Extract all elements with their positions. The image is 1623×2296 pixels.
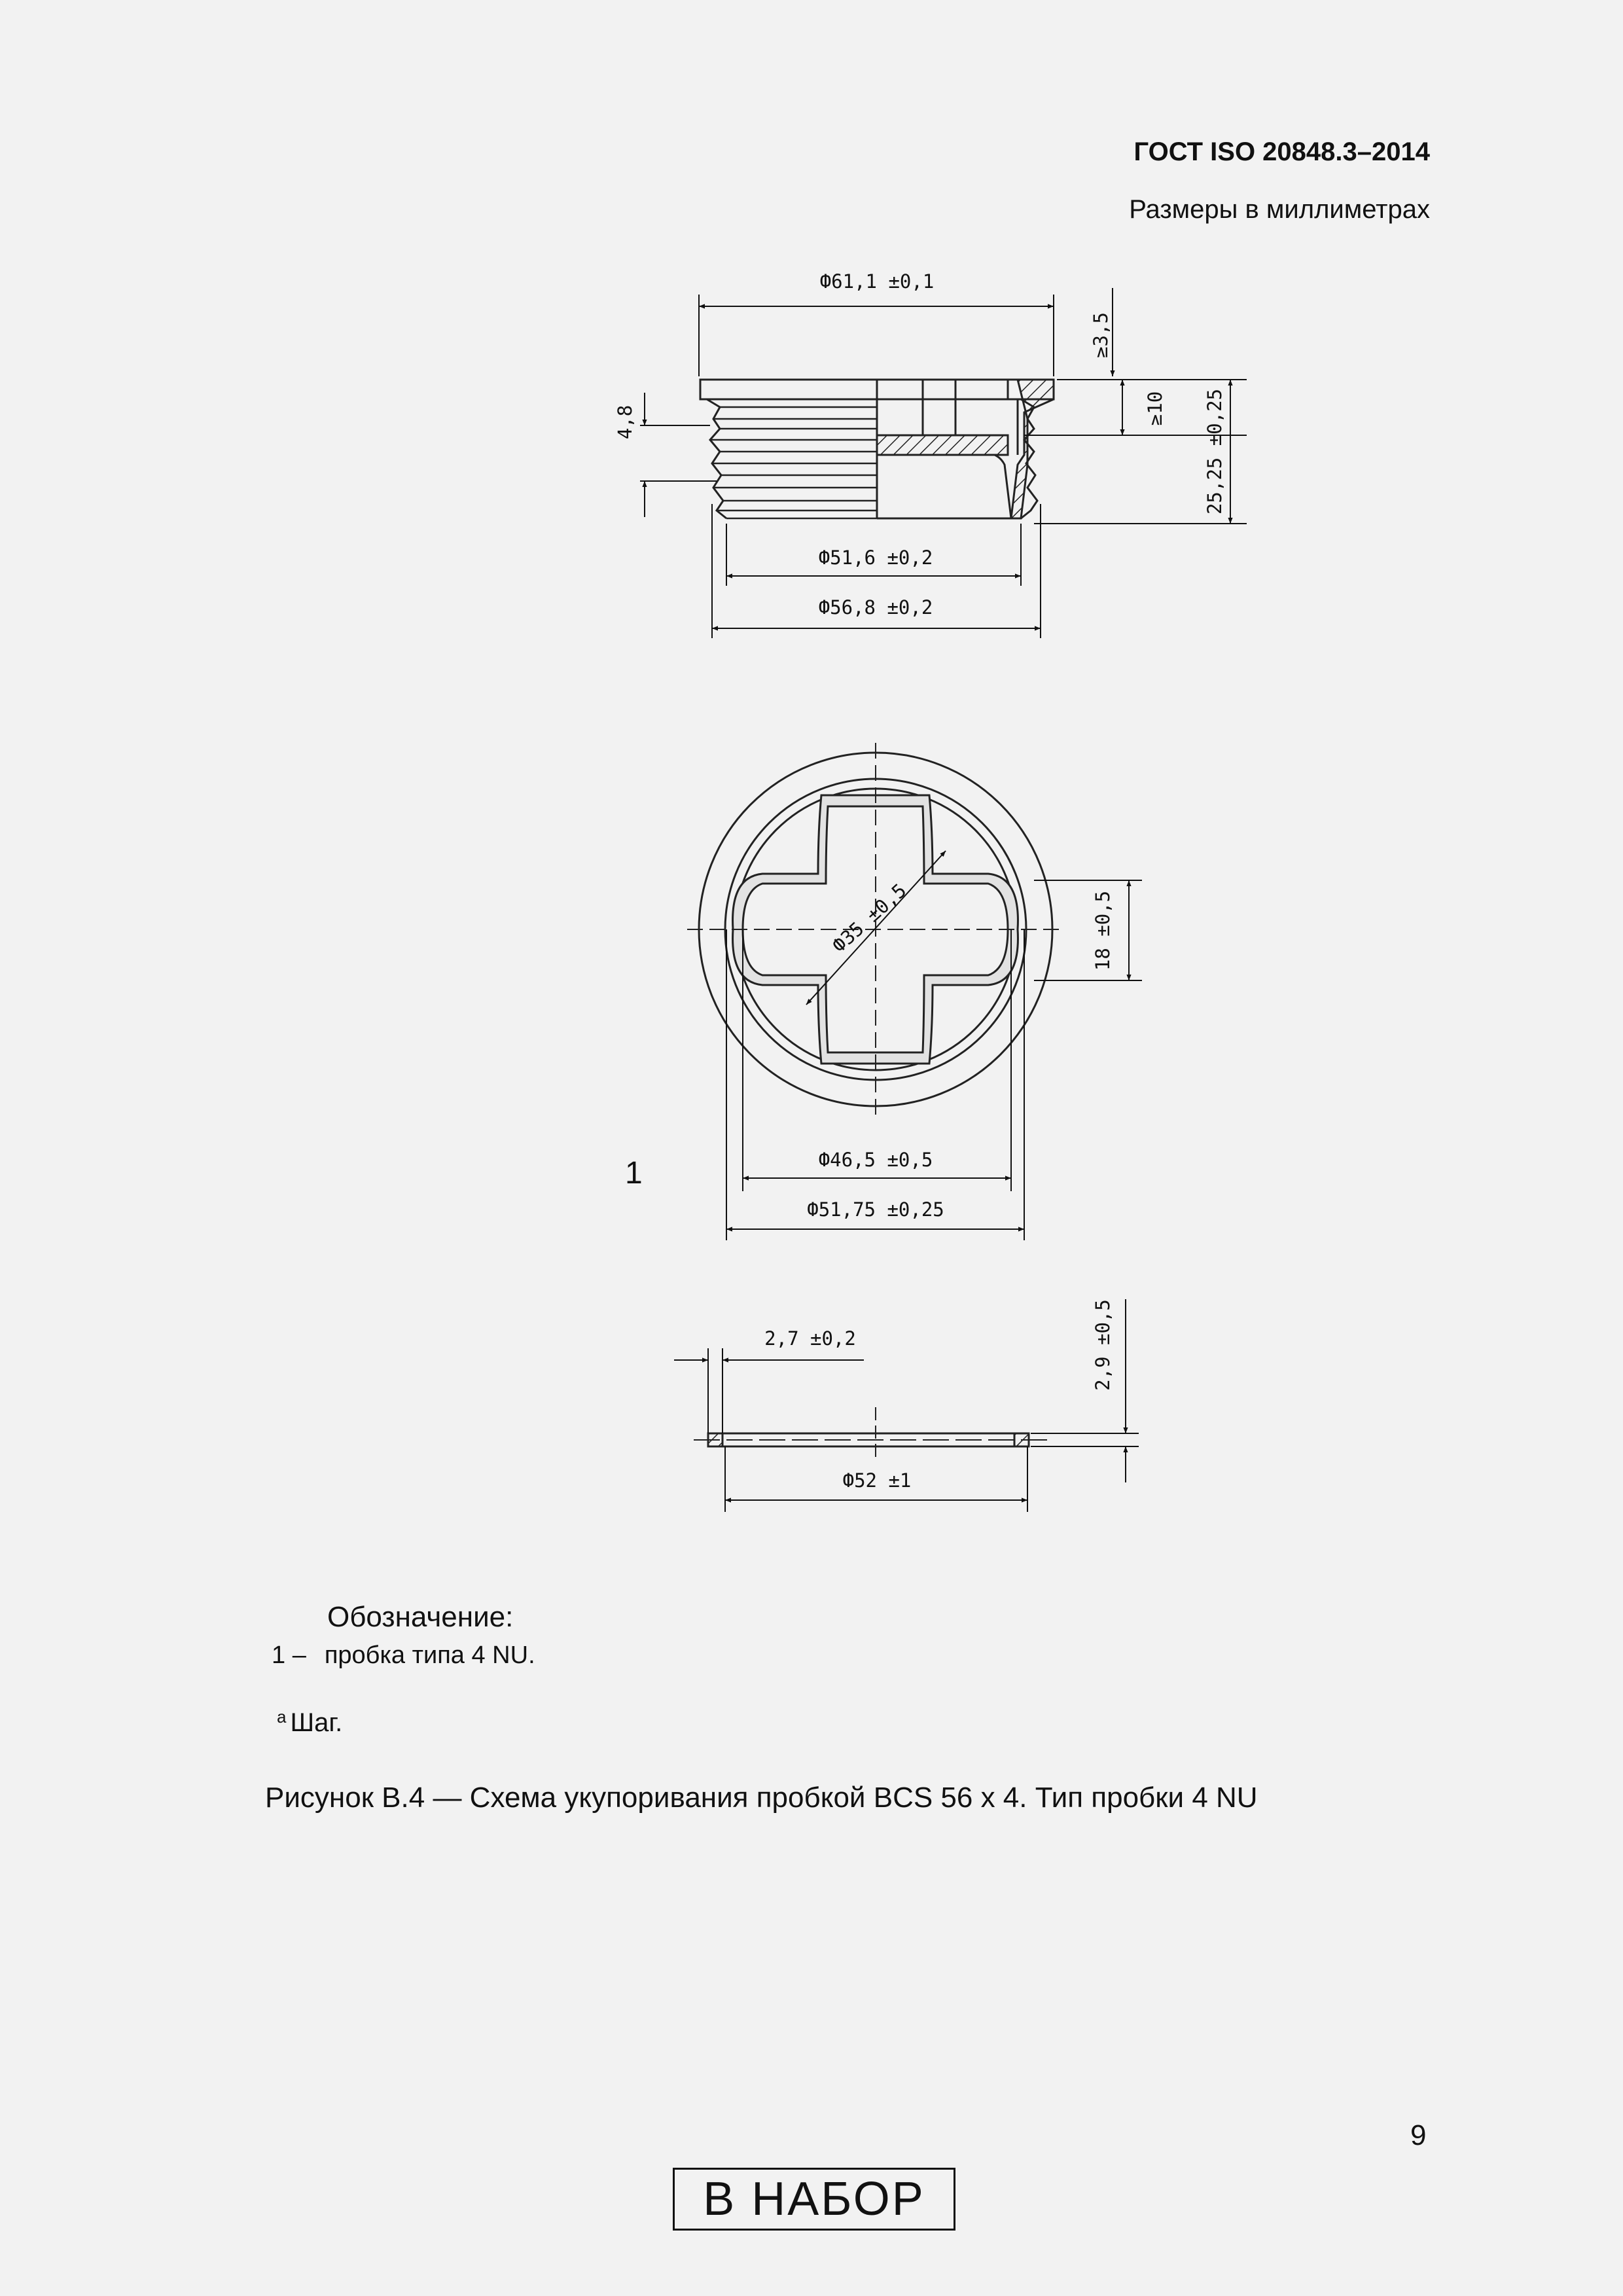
dim-pitch: 4,8: [614, 404, 636, 440]
footnote: [277, 1708, 342, 1738]
dim-outer-thread-diameter: Ф56,8 ±0,2: [818, 596, 933, 619]
dim-band: ≥10: [1144, 391, 1166, 426]
dim-liner-height: 2,9 ±0,5: [1092, 1299, 1114, 1391]
dim-outer-diameter: Ф61,1 ±0,1: [819, 270, 935, 293]
side-section-view: [700, 380, 1054, 518]
dim-inner-thread-diameter: Ф51,6 ±0,2: [818, 547, 933, 569]
dim-total-height: 25,25 ±0,25: [1204, 388, 1226, 515]
footnote-text: Шаг.: [290, 1708, 343, 1737]
legend-item: [272, 1641, 535, 1670]
legend-title: Обозначение:: [327, 1601, 514, 1633]
legend-item-number: 1 –: [272, 1641, 306, 1669]
liner-view: [694, 1407, 1047, 1460]
dim-liner-thickness: 2,7 ±0,2: [764, 1327, 856, 1350]
dim-top-outer-diameter: Ф51,75 ±0,25: [807, 1198, 944, 1221]
document-code: ГОСТ ISO 20848.3–2014: [1133, 137, 1430, 166]
dim-top-gap: ≥3,5: [1090, 312, 1112, 358]
dim-cross: Ф35 ±0,5: [828, 879, 911, 957]
figure-caption: Рисунок В.4 — Схема укупоривания пробкой BCS 56 x 4. Тип пробки 4 NU: [265, 1782, 1258, 1814]
legend-item-text: пробка типа 4 NU.: [324, 1641, 535, 1669]
callout-1: 1: [625, 1156, 643, 1191]
footnote-marker: a: [277, 1707, 287, 1727]
dim-inner-diameter: Ф46,5 ±0,5: [818, 1149, 933, 1171]
dim-slot: 18 ±0,5: [1092, 890, 1114, 971]
units-note: Размеры в миллиметрах: [1129, 195, 1430, 224]
stamp: В НАБОР: [673, 2168, 955, 2231]
page-number: 9: [1410, 2119, 1427, 2151]
dim-liner-diameter: Ф52 ±1: [842, 1469, 912, 1492]
